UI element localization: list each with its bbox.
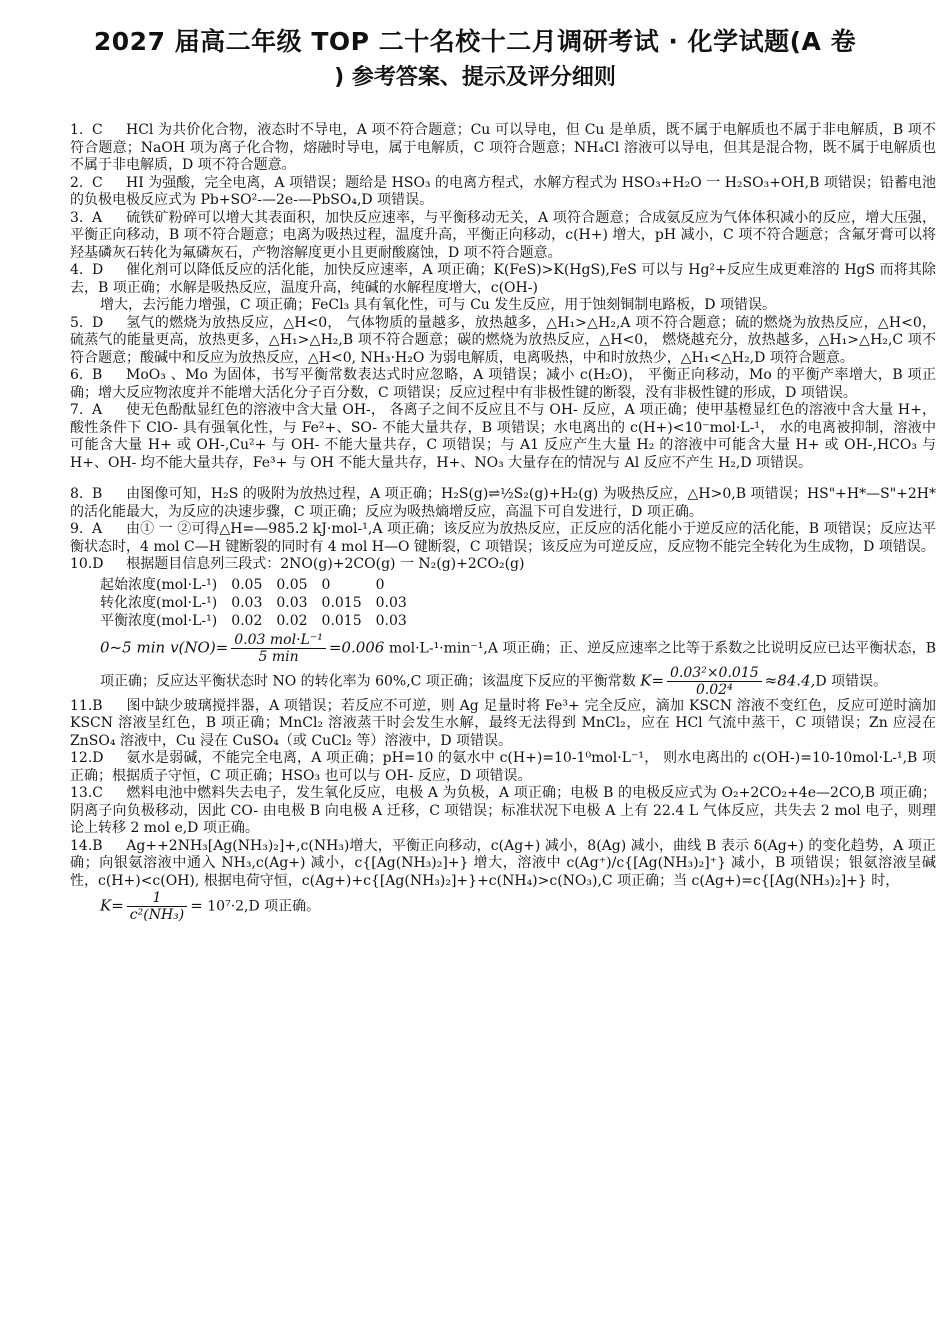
answer-item-3: 3. A 硫铁矿粉碎可以增大其表面积，加快反应速率，与平衡移动无关，A 项符合题意；合成氨反应为气体体积减小的反应，增大压强，平衡正向移动，B 项不符合题意；电离为吸热过程，温度升高，平衡正向移动，c(H+) 增大，pH 减小，C 项不符合题意；含氟牙膏可以将羟基磷灰石转化为氟磷灰石，产物溶解度更小且更耐酸腐蚀，D 项不符合题意。 bbox=[70, 209, 936, 261]
answer-item-4: 4. D 催化剂可以降低反应的活化能，加快反应速率，A 项正确；K(FeS)>K(HgS),FeS 可以与 Hg²+反应生成更难溶的 HgS 而将其除去，B 项正确；水解是吸热反应，温度升高，纯碱的水解程度增大，c(OH-) bbox=[70, 262, 936, 296]
three-stage-table bbox=[100, 576, 421, 630]
answer-item-1: 1. C HCl 为共价化合物，液态时不导电，A 项不符合题意；Cu 可以导电，但 Cu 是单质，既不属于电解质也不属于非电解质，B 项不符合题意；NaOH 项为离子化合物，熔融时导电，属于电解质，C 项符合题意；NH₄Cl 溶液可以导电，但其是混合物，既不属于电解质也不属于非电解质，D 项不符合题意。 bbox=[70, 122, 936, 173]
answer-list bbox=[70, 122, 936, 923]
answer-item-4-cont: 增大，去污能力增强，C 项正确；FeCl₃ 具有氧化性，可与 Cu 发生反应，用于蚀刻铜制电路板，D 项错误。 bbox=[100, 297, 776, 313]
answer-item-9: 9. A 由① 一 ②可得△H=—985.2 kJ·mol-¹,A 项正确；该反应为放热反应，正反应的活化能小于逆反应的活化能，B 项错误；反应达平衡状态时，4 mol C—H 键断裂的同时有 4 mol H—O 键断裂，C 项错误；该反应为可逆反应，反应物不能完全转化为生成物，D 项错误。 bbox=[70, 521, 936, 555]
table-row: 转化浓度(mol·L-¹) 0.03 0.03 0.015 0.03 bbox=[100, 594, 407, 611]
answer-item-14: 14.B Ag++2NH₃[Ag(NH₃)₂]+,c(NH₃)增大，平衡正向移动，c(Ag+) 减小，8(Ag) 减小，曲线 B 表示 δ(Ag+) 的变化趋势，A 项正确；向银氨溶液中通入 NH₃,c(Ag+) 减小，c{[Ag(NH₃)₂]+} 增大，溶液中 c(Ag⁺)/c{[Ag(NH₃)₂]⁺} 减小，B 项错误；银氨溶液呈碱性，c(H+)<c(OH), 根据电荷守恒，c(Ag+)+c{[Ag(NH₃)₂]+}+c(NH₄)>c(NO₃),C 项正确；当 c(Ag+)=c{[Ag(NH₃)₂]+} 时， bbox=[70, 837, 936, 889]
answer-item-11: 11.B 图中缺少玻璃搅拌器，A 项错误；若反应不可逆，则 Ag 足量时将 Fe³+ 完全反应，滴加 KSCN 溶液不变红色，反应可逆时滴加 KSCN 溶液呈红色，B 项正确；MnCl₂ 溶液蒸干时会发生水解，最终无法得到 MnCl₂，应在 HCl 气流中蒸干，C 项错误；Zn 应浸在 ZnSO₄ 溶液中，Cu 浸在 CuSO₄（或 CuCl₂ 等）溶液中，D 项错误。 bbox=[70, 697, 936, 749]
answer-item-7: 7. A 使无色酚酞显红色的溶液中含大量 OH-， 各离子之间不反应且不与 OH- 反应，A 项正确；使甲基橙显红色的溶液中含大量 H+，酸性条件下 ClO- 具有强氧化性，与 Fe²+、SO- 不能大量共存，B 项错误；水电离出的 c(H+)<10⁻mol·L-¹， 水的电离被抑制，溶液中可能含大量 H+ 或 OH-,Cu²+ 与 OH- 不能大量共存，C 项错误；与 A1 反应产生大量 H₂ 的溶液中可能含大量 H+ 或 OH-,HCO₃ 与 H+、OH- 均不能大量共存，Fe³+ 与 OH 不能大量共存，H+、NO₃ 大量存在的情况与 Al 反应不产生 H₂,D 项错误。 bbox=[70, 402, 936, 471]
page-subtitle: ) 参考答案、提示及评分细则 bbox=[334, 65, 616, 90]
answer-item-5: 5. D 氢气的燃烧为放热反应，△H<0， 气体物质的量越多，放热越多，△H₁>△H₂,A 项不符合题意；硫的燃烧为放热反应，△H<0， 硫蒸气的能量更高，放热更多，△H₁>△H₂,B 项不符合题意；碳的燃烧为放热反应，△H<0， 燃烧越充分，放热越多，△H₁>△H₂,C 项不符合题意；酸碱中和反应为放热反应，△H<0, NH₃·H₂O 为弱电解质，电离吸热，中和时放热少，△H₁<△H₂,D 项符合题意。 bbox=[70, 314, 936, 366]
page-title: 2027 届高二年级 TOP 二十名校十二月调研考试 · 化学试题(A 卷 bbox=[93, 27, 857, 56]
answer-item-12: 12.D 氨水是弱碱，不能完全电离，A 项正确；pH=10 的氨水中 c(H+)=10-1⁰mol·L⁻¹， 则水电离出的 c(OH-)=10-10mol·L-¹,B 项正确；根据质子守恒，C 项正确；HSO₃ 也可以与 OH- 反应，D 项错误。 bbox=[70, 750, 936, 784]
rate-equation: 0~5 min v(NO)= $\frac{\text{0.03 mol·L⁻¹}}{5 \min}$ =0.006 mol·L-¹·min⁻¹,A 项正确；正、逆反应速率之比等于系数之比说明反应已达平衡状态，B 项正确；反应达平衡状态时 NO 的转化率为 60%,C 项正确；该温度下反应的平衡常数 K= $\frac{\text{0.03²×0.015}}{\text{0.02⁴}}$ ≈84.4,D 项错误。 bbox=[100, 631, 937, 698]
k14-fraction: $\frac{1}{\text{c²(NH₃)}}$ bbox=[127, 890, 187, 923]
answer-item-6: 6. B MoO₃ 、Mo 为固体，书写平衡常数表达式时应忽略，A 项错误；减小 c(H₂O)， 平衡正向移动，Mo 的平衡产率增大，B 项正确；增大反应物浓度并不能增大活化分子百分数，C 项错误；反应过程中有非极性键的断裂，没有非极性键的形成，D 项错误。 bbox=[70, 367, 936, 401]
answer-item-14-k: K= $\frac{1}{\text{c²(NH₃)}}$ = 10⁷·2,D 项正确。 bbox=[100, 890, 321, 923]
answer-item-2: 2. C HI 为强酸，完全电离，A 项错误；题给是 HSO₃ 的电离方程式，水解方程式为 HSO₃+H₂O 一 H₂SO₃+OH,B 项错误；铅蓄电池的负极电极反应式为 Pb+SO²-—2e-—PbSO₄,D 项错误。 bbox=[70, 174, 936, 208]
table-row: 起始浓度(mol·L-¹) 0.05 0.05 0 0 bbox=[100, 576, 385, 593]
k-fraction: $\frac{\text{0.03²×0.015}}{\text{0.02⁴}}$ bbox=[667, 665, 762, 698]
rate-fraction: $\frac{\text{0.03 mol·L⁻¹}}{5 \min}$ bbox=[231, 632, 326, 665]
answer-item-10: 10.D 根据题目信息列三段式：2NO(g)+2CO(g) 一 N₂(g)+2CO₂(g) bbox=[70, 556, 525, 572]
answer-item-8: 8. B 由图像可知，H₂S 的吸附为放热过程，A 项正确；H₂S(g)⇌½S₂(g)+H₂(g) 为吸热反应，△H>0,B 项错误；HS"+H*—S"+2H* 的活化能最大，为反应的决速步骤，C 项正确；反应为吸热熵增反应，高温下可自发进行，D 项正确。 bbox=[70, 486, 936, 520]
table-row: 平衡浓度(mol·L-¹) 0.02 0.02 0.015 0.03 bbox=[100, 612, 407, 629]
answer-item-13: 13.C 燃料电池中燃料失去电子，发生氧化反应，电极 A 为负极，A 项正确；电极 B 的电极反应式为 O₂+2CO₂+4e—2CO,B 项正确；阴离子向负极移动，因此 CO- 由电极 B 向电极 A 迁移，C 项错误；标准状况下电极 A 上有 22.4 L 气体反应，共失去 2 mol 电子，则理论上转移 2 mol e,D 项正确。 bbox=[70, 785, 936, 836]
